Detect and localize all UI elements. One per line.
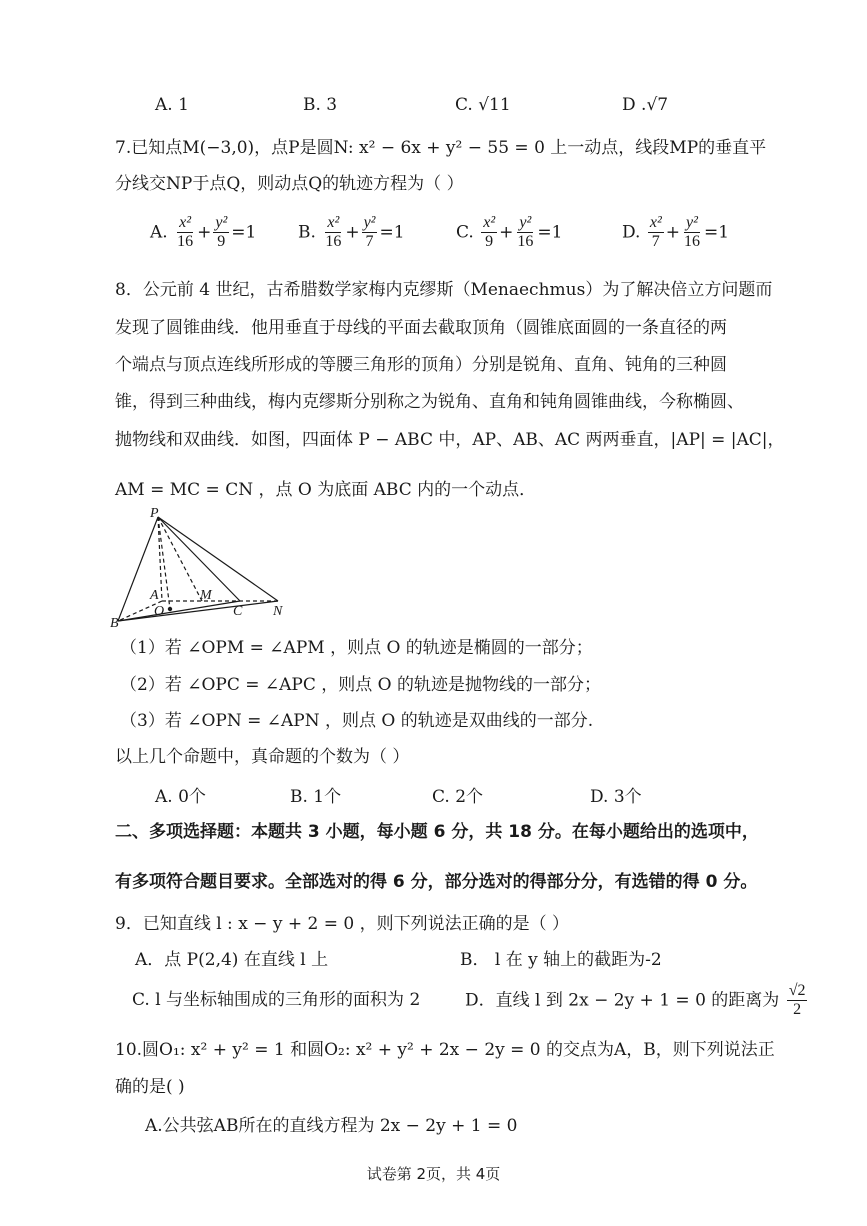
q8-statement-1: （1）若 ∠OPM = ∠APM ，则点 O 的轨迹是椭圆的一部分； — [120, 638, 593, 658]
q8-option-c: C. 2个 — [432, 787, 484, 807]
q7-option-a-label: A. — [150, 222, 168, 243]
label-m: M — [200, 588, 212, 603]
label-a: A — [150, 588, 159, 603]
q8-statement-3: （3）若 ∠OPN = ∠APN ，则点 O 的轨迹是双曲线的一部分. — [120, 711, 594, 731]
q9-option-c: C. l 与坐标轴围成的三角形的面积为 2 — [132, 990, 421, 1010]
q7-a-num1: x² — [177, 214, 193, 233]
section2-heading-line1: 二、多项选择题：本题共 3 小题，每小题 6 分，共 18 分。在每小题给出的选项中， — [115, 822, 759, 842]
tetrahedron-diagram — [110, 505, 300, 630]
q7-b-den1: 16 — [325, 233, 342, 251]
q8-option-d: D. 3个 — [590, 787, 642, 807]
q6-option-a: A. 1 — [155, 95, 189, 115]
q7-option-b-label: B. — [298, 222, 316, 243]
edge-pa — [158, 517, 162, 601]
q7-c-num1: x² — [481, 214, 497, 233]
q7-a-den1: 16 — [177, 233, 194, 251]
label-b: B — [110, 616, 119, 630]
q7-b-den2: 7 — [365, 233, 374, 251]
q8-stem-line3: 个端点与顶点连线所形成的等腰三角形的顶角）分别是锐角、直角、钝角的三种圆 — [115, 355, 727, 375]
q9-stem: 9．已知直线 l : x − y + 2 = 0 ，则下列说法正确的是（ ） — [115, 914, 569, 934]
q9-d-numerator: √2 — [787, 982, 808, 1001]
point-o — [168, 607, 172, 611]
q8-stem-line2: 发现了圆锥曲线．他用垂直于母线的平面去截取顶角（圆锥底面圆的一条直径的两 — [115, 318, 727, 338]
q8-option-b: B. 1个 — [290, 787, 342, 807]
q8-stem-line1: 8．公元前 4 世纪，古希腊数学家梅内克缪斯（Menaechmus）为了解决倍立方问题而 — [115, 280, 773, 300]
q9-option-d — [465, 982, 809, 1020]
q8-stem-line4: 锥，得到三种曲线，梅内克缪斯分别称之为锐角、直角和钝角圆锥曲线，今称椭圆、 — [115, 392, 744, 412]
q7-b-num2: y² — [362, 214, 378, 233]
q6-option-b: B. 3 — [303, 95, 338, 115]
label-n: N — [273, 604, 283, 619]
q7-c-den1: 9 — [485, 233, 494, 251]
q9-option-d-text: D．直线 l 到 2x − 2y + 1 = 0 的距离为 — [465, 990, 780, 1011]
q8-statement-2: （2）若 ∠OPC = ∠APC ，则点 O 的轨迹是抛物线的一部分； — [120, 675, 602, 695]
q10-stem-line2: 确的是( ) — [115, 1077, 185, 1097]
q7-option-a: A. $\frac{\text{x²}}{16}$ + $\frac{\text{y²}}{9}$ =1 — [150, 214, 257, 251]
label-p: P — [150, 506, 159, 521]
edge-pc — [158, 517, 240, 601]
q10-stem-line1: 10.圆O₁: x² + y² = 1 和圆O₂: x² + y² + 2x − 2y = 0 的交点为A，B，则下列说法正 — [115, 1040, 775, 1060]
q7-d-num2: y² — [684, 214, 700, 233]
q7-stem-line2: 分线交NP于点Q，则动点Q的轨迹方程为（ ） — [115, 174, 464, 194]
q9-option-a: A．点 P(2,4) 在直线 l 上 — [135, 950, 329, 970]
edge-po — [158, 517, 170, 609]
q7-option-b: B. $\frac{\text{x²}}{16}$ + $\frac{\text{y²}}{7}$ =1 — [298, 214, 405, 251]
q7-option-c: C. $\frac{\text{x²}}{9}$ + $\frac{\text{y²}}{16}$ =1 — [456, 214, 563, 251]
q7-b-num1: x² — [325, 214, 341, 233]
q7-a-den2: 9 — [217, 233, 226, 251]
q8-stem-line5: 抛物线和双曲线．如图，四面体 P − ABC 中，AP、AB、AC 两两垂直，|AP| = |AC|， — [115, 430, 785, 450]
q9-d-denominator: 2 — [793, 1001, 802, 1019]
q7-stem-line1: 7.已知点M(−3,0)，点P是圆N: x² − 6x + y² − 55 = 0 上一动点，线段MP的垂直平 — [115, 138, 767, 158]
page-footer: 试卷第 2页，共 4页 — [366, 1165, 501, 1183]
q7-option-d-label: D. — [622, 222, 641, 243]
q7-d-num1: x² — [648, 214, 664, 233]
q7-d-den2: 16 — [684, 233, 700, 251]
q8-question: 以上几个命题中，真命题的个数为（ ） — [115, 747, 410, 767]
q7-option-c-label: C. — [456, 222, 474, 243]
edge-pn — [158, 517, 278, 601]
label-c: C — [233, 604, 243, 619]
q7-d-den1: 7 — [651, 233, 660, 251]
edge-pm — [158, 517, 202, 601]
q7-option-d: D. $\frac{\text{x²}}{7}$ + $\frac{\text{y²}}{16}$ =1 — [622, 214, 730, 251]
q9-option-b: B． l 在 y 轴上的截距为-2 — [460, 950, 662, 970]
q8-stem-line6: AM = MC = CN ，点 O 为底面 ABC 内的一个动点． — [115, 480, 537, 500]
section2-heading-line2: 有多项符合题目要求。全部选对的得 6 分，部分选对的得部分分，有选错的得 0 分。 — [115, 872, 758, 892]
q7-c-den2: 16 — [517, 233, 534, 251]
edge-bn — [118, 601, 278, 621]
q6-option-d: D .√7 — [622, 95, 669, 115]
q8-option-a: A. 0个 — [155, 787, 206, 807]
q10-option-a: A.公共弦AB所在的直线方程为 2x − 2y + 1 = 0 — [145, 1116, 518, 1136]
q7-c-num2: y² — [517, 214, 533, 233]
edge-bc — [118, 601, 240, 621]
label-o: O — [154, 604, 165, 619]
q7-a-num2: y² — [213, 214, 229, 233]
q6-option-c: C. √11 — [455, 95, 511, 115]
